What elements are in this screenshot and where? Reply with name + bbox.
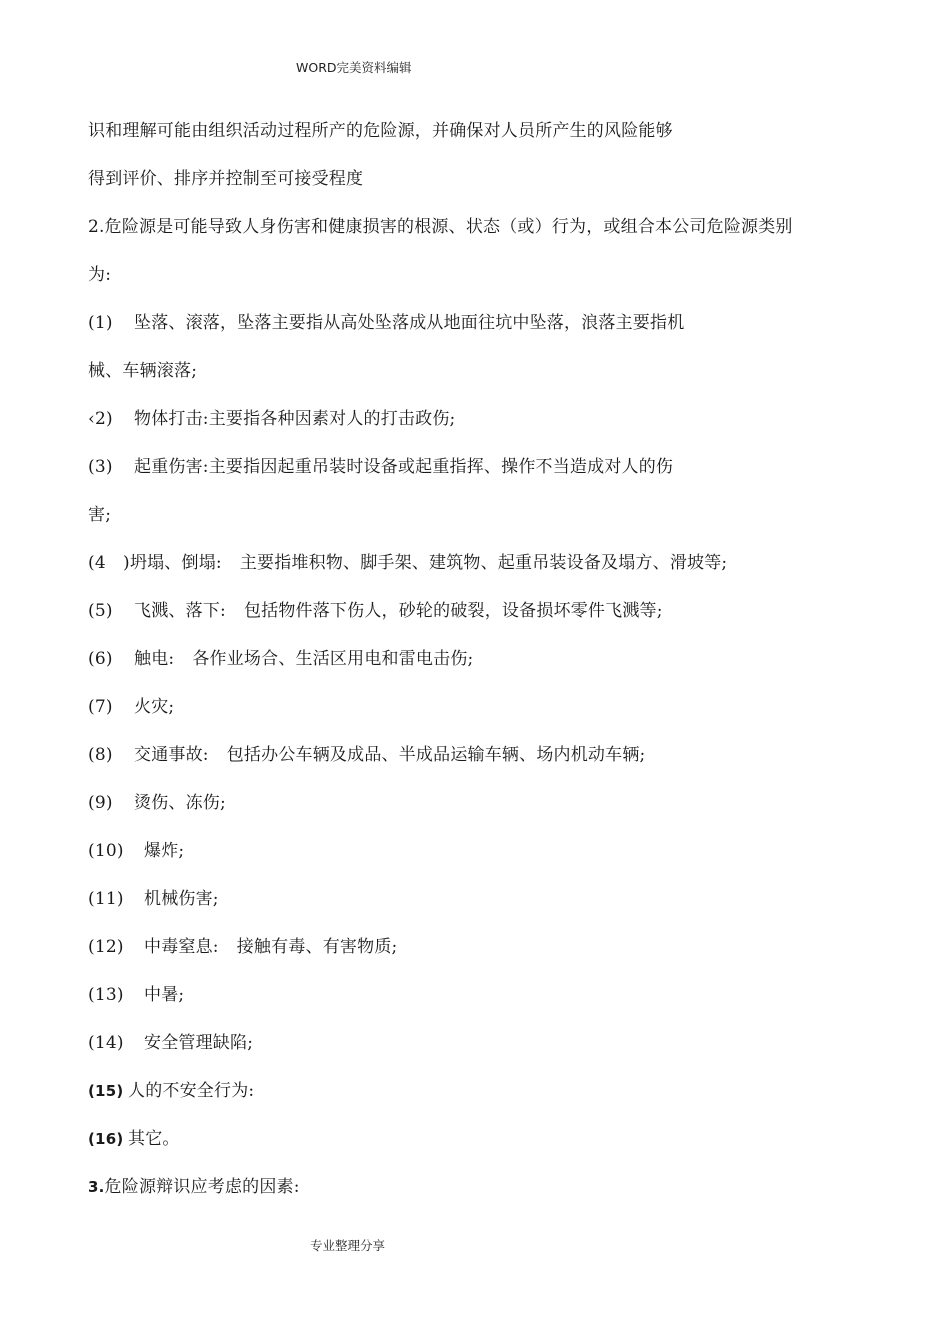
item-text: 烫伤、冻伤; <box>134 793 226 813</box>
item-label: 飞溅、落下: <box>134 601 226 621</box>
list-item <box>88 792 226 814</box>
item-label: 交通事故: <box>134 745 209 765</box>
item-number: (9) <box>88 793 113 813</box>
list-item <box>88 984 184 1006</box>
item-number: (7) <box>88 697 113 717</box>
item-number: (14) <box>88 1033 124 1053</box>
item-number: (4 ) <box>88 553 130 573</box>
item-label: 中毒窒息: <box>144 937 219 957</box>
item-text: 火灾; <box>134 697 175 717</box>
item-text: 安全管理缺陷; <box>144 1033 254 1053</box>
list-item <box>88 696 174 718</box>
item-number: ‹2) <box>88 409 113 429</box>
item-number: (3) <box>88 457 113 477</box>
paragraph-line: 械、车辆滚落; <box>88 361 198 381</box>
item-number: (13) <box>88 985 124 1005</box>
item-number: (6) <box>88 649 113 669</box>
item-text: 各作业场合、生活区用电和雷电击伤; <box>192 649 474 669</box>
item-label: 坍塌、倒塌: <box>129 553 222 573</box>
item-text: 爆炸; <box>144 841 185 861</box>
item-text: 包括办公车辆及成品、半成品运输车辆、场内机动车辆; <box>226 745 646 765</box>
list-item <box>88 1032 253 1054</box>
list-item <box>88 408 455 430</box>
list-item <box>88 1128 180 1150</box>
item-text: 其它。 <box>128 1129 180 1149</box>
page-header: WORD完美资料编辑 <box>296 60 412 75</box>
list-item <box>88 600 663 622</box>
item-number: (5) <box>88 601 113 621</box>
item-text: 中暑; <box>144 985 185 1005</box>
item-text: 接触有毒、有害物质; <box>236 937 398 957</box>
item-number: (12) <box>88 937 124 957</box>
item-text: 起重伤害:主要指因起重吊装时设备或起重指挥、操作不当造成对人的伤 <box>134 457 674 477</box>
item-text: 包括物件落下伤人，砂轮的破裂，设备损坏零件飞溅等; <box>243 601 663 621</box>
section-heading <box>88 1176 300 1198</box>
section-number: 3. <box>88 1178 105 1196</box>
item-text: 主要指堆积物、脚手架、建筑物、起重吊装设备及塌方、滑坡等; <box>239 553 728 573</box>
section-text: 危险源辩识应考虑的因素: <box>104 1177 300 1197</box>
list-item <box>88 936 397 958</box>
item-number: (8) <box>88 745 113 765</box>
item-label: 触电: <box>134 649 175 669</box>
list-item <box>88 888 219 910</box>
item-text: 物体打击:主要指各种因素对人的打击政伤; <box>134 409 456 429</box>
item-text: 坠落、滚落，坠落主要指从高处坠落成从地面往坑中坠落，浪落主要指机 <box>134 313 685 333</box>
item-number: (10) <box>88 841 124 861</box>
list-item <box>88 552 727 574</box>
list-item <box>88 840 184 862</box>
paragraph-line: 识和理解可能由组织活动过程所产的危险源，并确保对人员所产生的风险能够 <box>88 121 673 141</box>
page-footer: 专业整理分享 <box>310 1238 386 1253</box>
paragraph-line: 2.危险源是可能导致人身伤害和健康损害的根源、状态（或）行为，或组合本公司危险源类别 <box>88 217 793 237</box>
item-number: (1) <box>88 313 113 333</box>
item-number: (15) <box>88 1082 124 1100</box>
list-item <box>88 744 645 766</box>
list-item <box>88 648 473 670</box>
list-item <box>88 456 673 478</box>
list-item <box>88 1080 254 1102</box>
paragraph-line: 为: <box>88 265 112 285</box>
item-number: (16) <box>88 1130 124 1148</box>
item-text: 人的不安全行为: <box>128 1081 255 1101</box>
item-text: 机械伤害; <box>144 889 219 909</box>
paragraph-line: 得到评价、排序并控制至可接受程度 <box>88 169 364 189</box>
list-item <box>88 312 684 334</box>
item-number: (11) <box>88 889 124 909</box>
paragraph-line: 害; <box>88 505 112 525</box>
